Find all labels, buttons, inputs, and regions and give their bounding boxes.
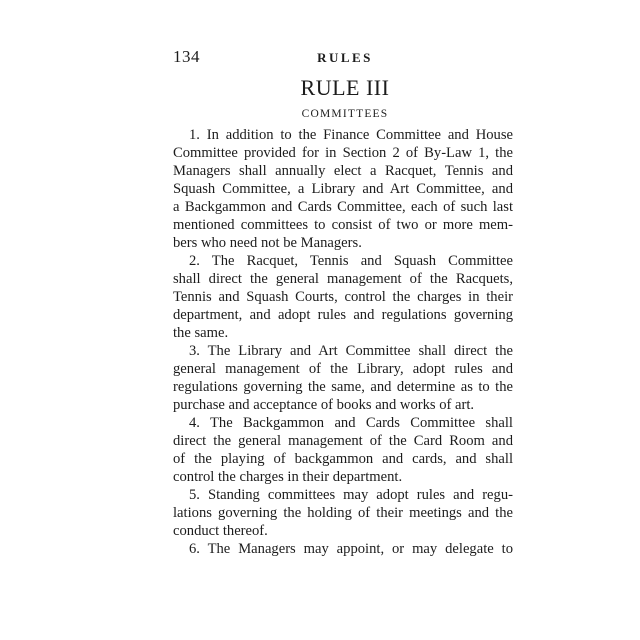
- text-line: conduct thereof.: [173, 523, 268, 539]
- text-line: 3. The Library and Art Committee shall direct the: [189, 343, 513, 359]
- text-line: 1. In addition to the Finance Committee and House: [189, 127, 513, 143]
- paragraph-5: [173, 486, 513, 540]
- paragraph-4: [173, 414, 513, 486]
- paragraph-1: [173, 126, 513, 252]
- text-line: shall direct the general management of the Racquets,: [173, 271, 513, 287]
- text-line: mentioned committees to consist of two or more mem-: [173, 217, 513, 233]
- paragraph-3: [173, 342, 513, 414]
- text-line: 6. The Managers may appoint, or may delegate to: [189, 541, 513, 557]
- text-line: the same.: [173, 325, 229, 341]
- text-line: lations governing the holding of their meetings and the: [173, 505, 513, 521]
- text-line: a Backgammon and Cards Committee, each of such last: [173, 199, 513, 215]
- text-line: 2. The Racquet, Tennis and Squash Committee: [189, 253, 513, 269]
- text-line: regulations governing the same, and determine as to the: [173, 379, 513, 395]
- running-head: RULES: [317, 50, 373, 65]
- text-line: of the playing of backgammon and cards, and shall: [173, 451, 513, 467]
- text-line: Managers shall annually elect a Racquet, Tennis and: [173, 163, 513, 179]
- text-line: control the charges in their department.: [173, 469, 403, 485]
- text-line: Squash Committee, a Library and Art Committee, and: [173, 181, 513, 197]
- section-title: COMMITTEES: [301, 108, 389, 120]
- rule-title: RULE III: [300, 75, 390, 100]
- text-line: direct the general management of the Card Room and: [173, 433, 513, 449]
- page-number: 134: [173, 47, 200, 66]
- text-line: Tennis and Squash Courts, control the charges in their: [173, 289, 513, 305]
- text-line: Committee provided for in Section 2 of By-Law 1, the: [173, 145, 513, 161]
- text-line: 4. The Backgammon and Cards Committee shall: [189, 415, 513, 431]
- body-text: [173, 126, 513, 558]
- text-line: 5. Standing committees may adopt rules and regu-: [189, 487, 513, 503]
- text-line: purchase and acceptance of books and works of art.: [173, 397, 475, 413]
- paragraph-6: [173, 540, 513, 558]
- text-line: department, and adopt rules and regulations governing: [173, 307, 513, 323]
- text-line: general management of the Library, adopt rules and: [173, 361, 513, 377]
- text-line: bers who need not be Managers.: [173, 235, 362, 251]
- paragraph-2: [173, 252, 513, 342]
